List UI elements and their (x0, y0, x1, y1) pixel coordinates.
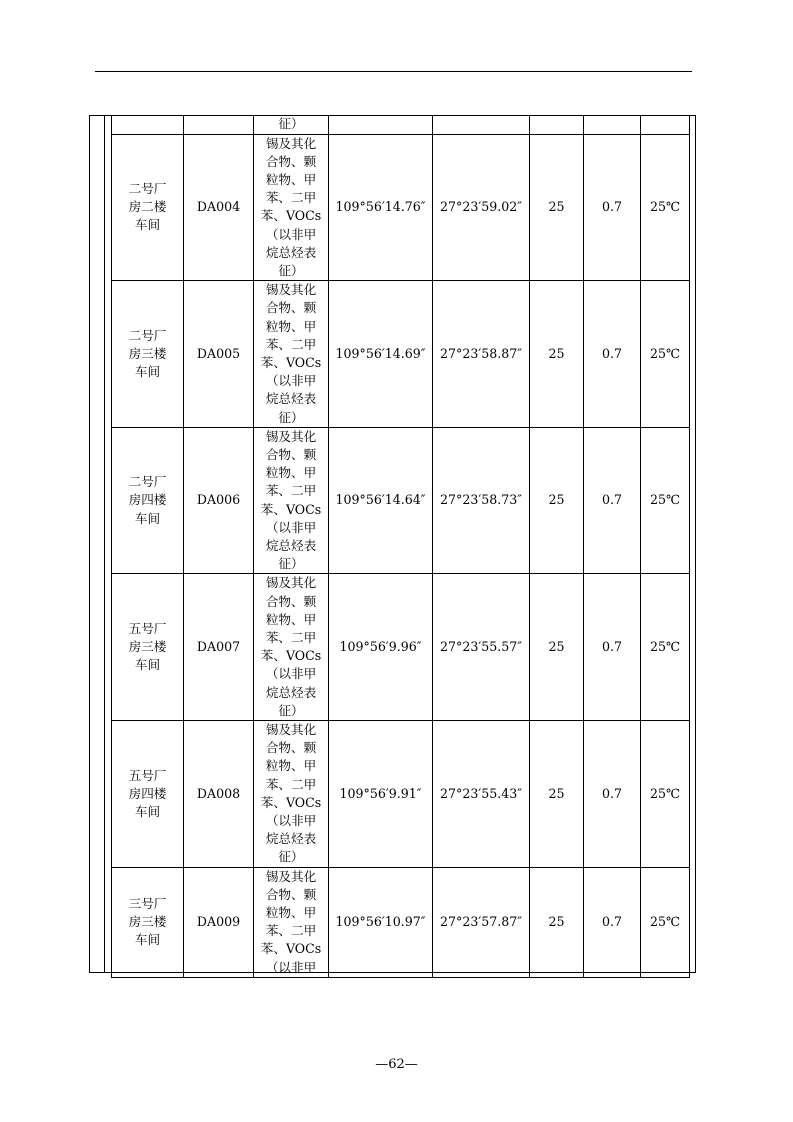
pollutants-line: 苯、VOCs (260, 794, 322, 810)
pollutants-line: （以非甲 (265, 226, 317, 242)
pollutants-line: 烷总烃表 (265, 684, 317, 700)
outlet-id-cell (184, 281, 254, 428)
height-text: 25 (548, 639, 565, 655)
pollutants-line: 烷总烃表 (265, 537, 317, 553)
pollutants-line: 烷总烃表 (265, 831, 317, 847)
pollutants-line: 粒物、甲 (265, 465, 317, 481)
pollutants-line: 锡及其化 (265, 428, 317, 444)
inner-frame-rule (104, 115, 105, 973)
pollutants-line: 合物、颗 (265, 740, 317, 756)
latitude-cell (433, 574, 530, 721)
pollutant-cell (254, 574, 329, 721)
outlet-id-cell (184, 867, 254, 977)
location-line: 五号厂 (128, 767, 167, 783)
diameter-cell (584, 134, 641, 281)
location-line: 房二楼 (128, 199, 167, 215)
pollutants-line: 征） (278, 702, 304, 718)
height-cell (530, 721, 584, 868)
longitude-cell (329, 427, 433, 574)
location-line: 房四楼 (128, 785, 167, 801)
continued-row (112, 115, 690, 134)
location-cell (112, 427, 184, 574)
pollutants-line: 苯、二甲 (265, 483, 317, 499)
longitude-cell (329, 867, 433, 977)
diameter-cell (584, 115, 641, 134)
location-cell (112, 281, 184, 428)
height-text: 25 (548, 345, 565, 361)
table-row (112, 574, 690, 721)
height-cell (530, 427, 584, 574)
height-cell (530, 134, 584, 281)
page-number: —62— (375, 1057, 418, 1072)
latitude-cell (433, 115, 530, 134)
latitude-cell (433, 134, 530, 281)
longitude-text: 109°56′10.97″ (335, 914, 426, 930)
longitude-text: 109°56′9.96″ (339, 639, 422, 655)
pollutants-line: （以非甲 (265, 813, 317, 829)
pollutants-line: 苯、VOCs (260, 648, 322, 664)
latitude-cell (433, 867, 530, 977)
pollutants-line: 征） (278, 409, 304, 425)
pollutant-cell (254, 427, 329, 574)
diameter-cell (584, 427, 641, 574)
latitude-cell (433, 427, 530, 574)
outlet-id-cell (184, 427, 254, 574)
pollutants-line: 苯、二甲 (265, 629, 317, 645)
location-line: 房三楼 (128, 639, 167, 655)
latitude-text: 27°23′59.02″ (440, 199, 522, 215)
longitude-text: 109°56′14.64″ (335, 492, 426, 508)
location-line: 三号厂 (128, 895, 167, 911)
location-line: 房四楼 (128, 492, 167, 508)
pollutants-line: 苯、VOCs (260, 501, 322, 517)
outlet-id-text: DA004 (196, 199, 241, 215)
pollutants-line: 锡及其化 (265, 722, 317, 737)
location-line: 二号厂 (128, 181, 167, 196)
pollutants-line: （以非甲 (265, 959, 317, 975)
diameter-cell (584, 574, 641, 721)
longitude-cell (329, 574, 433, 721)
diameter-text: 0.7 (601, 199, 623, 215)
pollutants-line: 苯、二甲 (265, 190, 317, 206)
location-cell (112, 574, 184, 721)
temperature-text: 25℃ (649, 914, 681, 930)
location-cell (112, 721, 184, 868)
location-line: 二号厂 (128, 327, 167, 343)
height-text: 25 (548, 492, 565, 508)
pollutants-line: 合物、颗 (265, 153, 317, 169)
pollutants-line: 合物、颗 (265, 446, 317, 462)
diameter-text: 0.7 (601, 492, 623, 508)
pollutant-cell (254, 134, 329, 281)
pollutants-line: 苯、二甲 (265, 776, 317, 792)
temperature-cell (641, 721, 690, 868)
latitude-text: 27°23′55.43″ (440, 785, 522, 801)
pollutants-line: （以非甲 (265, 373, 317, 389)
pollutants-line: 合物、颗 (265, 593, 317, 609)
pollutants-line: 烷总烃表 (265, 244, 317, 260)
pollutants-line: 征） (278, 556, 304, 572)
longitude-text: 109°56′14.69″ (335, 345, 426, 361)
pollutant-cell (254, 721, 329, 868)
location-line: 车间 (134, 803, 161, 819)
temperature-cell (641, 115, 690, 134)
outlet-id-cell (184, 574, 254, 721)
location-line: 车间 (134, 510, 161, 526)
pollutants-line: 合物、颗 (265, 300, 317, 316)
diameter-text: 0.7 (601, 345, 623, 361)
table-row (112, 134, 690, 281)
emission-outlet-table (111, 115, 690, 978)
location-line: 五号厂 (128, 620, 167, 636)
temperature-text: 25℃ (649, 785, 681, 801)
pollutants-line: 粒物、甲 (265, 318, 317, 334)
pollutants-line: （以非甲 (265, 666, 317, 682)
location-line: 车间 (134, 657, 161, 673)
pollutants-line: 锡及其化 (265, 282, 317, 298)
pollutants-line: 粒物、甲 (265, 611, 317, 627)
longitude-cell (329, 134, 433, 281)
location-line: 车间 (134, 364, 161, 380)
latitude-text: 27°23′57.87″ (440, 914, 522, 930)
pollutant-cell (254, 281, 329, 428)
longitude-cell (329, 281, 433, 428)
pollutants-line: 锡及其化 (265, 575, 317, 591)
pollutant-cell (254, 867, 329, 977)
pollutants-line: 合物、颗 (265, 886, 317, 902)
longitude-text: 109°56′9.91″ (339, 785, 422, 801)
latitude-text: 27°23′58.87″ (440, 345, 522, 361)
longitude-cell (329, 721, 433, 868)
outlet-id-text: DA005 (196, 345, 241, 361)
height-text: 25 (548, 914, 565, 930)
outlet-id-cell (184, 721, 254, 868)
pollutants-line: （以非甲 (265, 519, 317, 535)
height-cell (530, 281, 584, 428)
temperature-text: 25℃ (649, 345, 681, 361)
outlet-id-cell (184, 134, 254, 281)
pollutants-line: 苯、VOCs (260, 208, 322, 224)
pollutants-line: 苯、二甲 (265, 923, 317, 939)
height-cell (530, 574, 584, 721)
pollutants-line: 苯、VOCs (260, 941, 322, 957)
header-rule (95, 71, 692, 72)
location-cell (112, 115, 184, 134)
latitude-text: 27°23′58.73″ (440, 492, 522, 508)
outlet-id-text: DA006 (196, 492, 241, 508)
temperature-cell (641, 574, 690, 721)
location-line: 车间 (134, 217, 161, 233)
latitude-cell (433, 281, 530, 428)
latitude-text: 27°23′55.57″ (440, 639, 522, 655)
table-row (112, 281, 690, 428)
pollutants-line: 锡及其化 (265, 135, 317, 151)
table-row (112, 721, 690, 868)
location-line: 房三楼 (128, 345, 167, 361)
pollutants-line: 粒物、甲 (265, 758, 317, 774)
outlet-id-text: DA007 (196, 639, 241, 655)
table-body (112, 115, 690, 977)
outlet-id-cell (184, 115, 254, 134)
diameter-cell (584, 721, 641, 868)
temperature-cell (641, 281, 690, 428)
table-row (112, 427, 690, 574)
temperature-text: 25℃ (649, 639, 681, 655)
pollutants-line: 征） (278, 262, 304, 278)
location-cell (112, 867, 184, 977)
outlet-id-text: DA009 (196, 914, 241, 930)
pollutants-line: 锡及其化 (265, 868, 317, 884)
location-line: 二号厂 (128, 474, 167, 490)
temperature-text: 25℃ (649, 492, 681, 508)
temperature-text: 25℃ (649, 199, 681, 215)
diameter-cell (584, 867, 641, 977)
pollutant-line: 征） (278, 116, 304, 132)
pollutants-line: 苯、二甲 (265, 336, 317, 352)
diameter-text: 0.7 (601, 639, 623, 655)
pollutants-line: 烷总烃表 (265, 391, 317, 407)
outlet-id-text: DA008 (196, 785, 241, 801)
pollutants-line: 苯、VOCs (260, 354, 322, 370)
latitude-cell (433, 721, 530, 868)
height-cell (530, 867, 584, 977)
location-cell (112, 134, 184, 281)
location-line: 车间 (134, 932, 161, 948)
diameter-text: 0.7 (601, 914, 623, 930)
height-text: 25 (548, 785, 565, 801)
pollutants-line: 征） (278, 849, 304, 865)
height-cell (530, 115, 584, 134)
table-row (112, 867, 690, 977)
temperature-cell (641, 427, 690, 574)
pollutants-line: 粒物、甲 (265, 905, 317, 921)
temperature-cell (641, 867, 690, 977)
temperature-cell (641, 134, 690, 281)
pollutant-cell (254, 115, 329, 134)
location-line: 房三楼 (128, 914, 167, 930)
longitude-text: 109°56′14.76″ (335, 199, 426, 215)
height-text: 25 (548, 199, 565, 215)
diameter-text: 0.7 (601, 785, 623, 801)
diameter-cell (584, 281, 641, 428)
pollutants-line: 粒物、甲 (265, 171, 317, 187)
longitude-cell (329, 115, 433, 134)
